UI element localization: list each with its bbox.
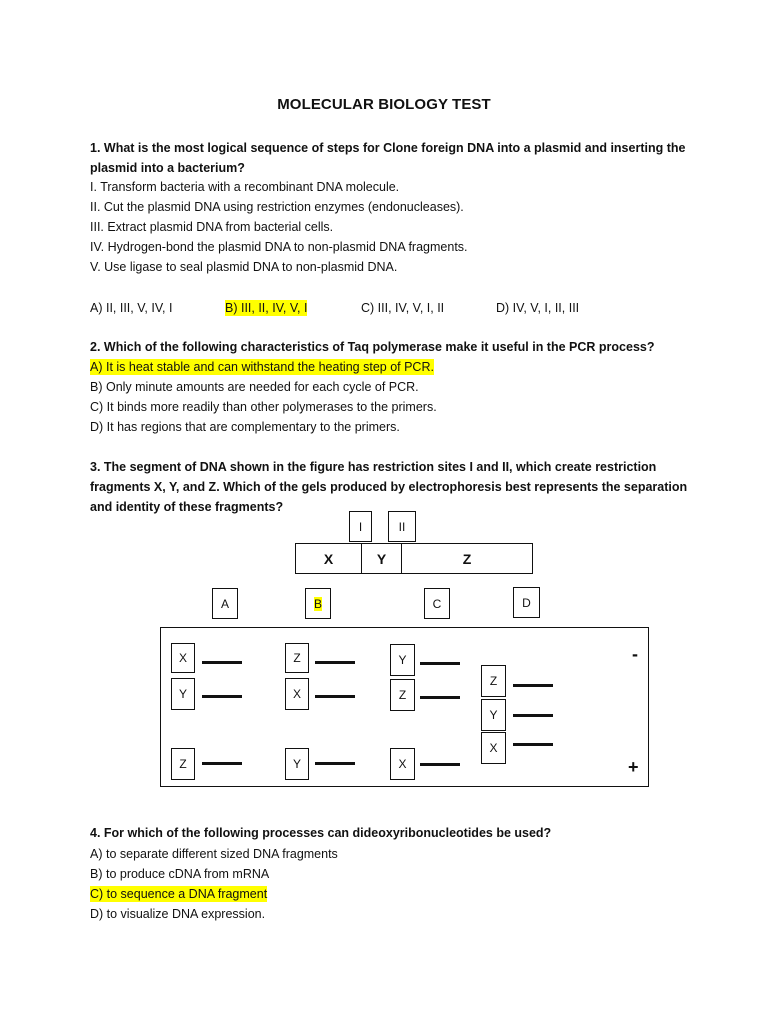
lane-b-band-2 bbox=[315, 695, 355, 698]
gel-label-c: C bbox=[424, 588, 450, 619]
lane-b-band-1 bbox=[315, 661, 355, 664]
lane-c-fragment-3: X bbox=[390, 748, 415, 780]
lane-d-band-3 bbox=[513, 743, 553, 746]
lane-d-fragment-2: Y bbox=[481, 699, 506, 731]
q3-question-line1: 3. The segment of DNA shown in the figure has restriction sites I and II, which create restriction bbox=[90, 460, 657, 474]
lane-a-fragment-1: X bbox=[171, 643, 195, 673]
q4-option-d: D) to visualize DNA expression. bbox=[90, 907, 266, 921]
q4-option-b: B) to produce cDNA from mRNA bbox=[90, 867, 270, 881]
lane-a-band-2 bbox=[202, 695, 242, 698]
positive-electrode-sign: + bbox=[628, 757, 639, 777]
gel-label-b-box bbox=[305, 588, 331, 619]
restriction-site-i: I bbox=[349, 511, 372, 542]
lane-c-band-3 bbox=[420, 763, 460, 766]
gel-label-d: D bbox=[513, 587, 540, 618]
lane-c-fragment-2: Z bbox=[390, 679, 415, 711]
q1-step-5: V. Use ligase to seal plasmid DNA to non-plasmid DNA. bbox=[90, 260, 398, 274]
q1-option-d: D) IV, V, I, II, III bbox=[496, 301, 580, 315]
lane-d-band-2 bbox=[513, 714, 553, 717]
gel-label-b-highlighted: B bbox=[313, 596, 322, 611]
lane-c-fragment-1: Y bbox=[390, 644, 415, 676]
q1-question-line2: plasmid into a bacterium? bbox=[90, 161, 245, 175]
q1-option-b-highlighted: B) III, II, IV, V, I bbox=[225, 301, 308, 315]
q1-question-line1: 1. What is the most logical sequence of steps for Clone foreign DNA into a plasmid and inserting the bbox=[90, 141, 686, 155]
q4-option-a: A) to separate different sized DNA fragments bbox=[90, 847, 338, 861]
lane-c-band-2 bbox=[420, 696, 460, 699]
q1-step-3: III. Extract plasmid DNA from bacterial cells. bbox=[90, 220, 334, 234]
q1-step-1: I. Transform bacteria with a recombinant DNA molecule. bbox=[90, 180, 400, 194]
q3-question-line3: and identity of these fragments? bbox=[90, 500, 284, 514]
dna-segment-z: Z bbox=[401, 543, 533, 574]
q1-option-a: A) II, III, V, IV, I bbox=[90, 301, 173, 315]
q4-question: 4. For which of the following processes can dideoxyribonucleotides be used? bbox=[90, 826, 552, 840]
gel-label-a: A bbox=[212, 588, 238, 619]
q3-question-line2: fragments X, Y, and Z. Which of the gels produced by electrophoresis best represents the separation bbox=[90, 480, 688, 494]
lane-a-fragment-3: Z bbox=[171, 748, 195, 780]
lane-a-band-1 bbox=[202, 661, 242, 664]
page-title: MOLECULAR BIOLOGY TEST bbox=[277, 96, 491, 113]
q1-step-2: II. Cut the plasmid DNA using restriction enzymes (endonucleases). bbox=[90, 200, 464, 214]
lane-c-band-1 bbox=[420, 662, 460, 665]
restriction-site-ii: II bbox=[388, 511, 416, 542]
lane-d-band-1 bbox=[513, 684, 553, 687]
q1-step-4: IV. Hydrogen-bond the plasmid DNA to non-plasmid DNA fragments. bbox=[90, 240, 468, 254]
q2-question: 2. Which of the following characteristics of Taq polymerase make it useful in the PCR process? bbox=[90, 340, 655, 354]
dna-segment-y: Y bbox=[361, 543, 402, 574]
q2-option-c: C) It binds more readily than other polymerases to the primers. bbox=[90, 400, 437, 414]
lane-d-fragment-3: X bbox=[481, 732, 506, 764]
q2-option-a-highlighted: A) It is heat stable and can withstand the heating step of PCR. bbox=[90, 360, 434, 374]
lane-b-fragment-3: Y bbox=[285, 748, 309, 780]
dna-segment-x: X bbox=[295, 543, 362, 574]
lane-b-band-3 bbox=[315, 762, 355, 765]
q2-option-d: D) It has regions that are complementary to the primers. bbox=[90, 420, 400, 434]
q2-option-b: B) Only minute amounts are needed for each cycle of PCR. bbox=[90, 380, 419, 394]
lane-b-fragment-1: Z bbox=[285, 643, 309, 673]
negative-electrode-sign: - bbox=[632, 644, 638, 664]
lane-a-band-3 bbox=[202, 762, 242, 765]
q1-option-c: C) III, IV, V, I, II bbox=[361, 301, 445, 315]
q4-option-c-highlighted: C) to sequence a DNA fragment bbox=[90, 887, 268, 901]
lane-a-fragment-2: Y bbox=[171, 678, 195, 710]
lane-d-fragment-1: Z bbox=[481, 665, 506, 697]
lane-b-fragment-2: X bbox=[285, 678, 309, 710]
